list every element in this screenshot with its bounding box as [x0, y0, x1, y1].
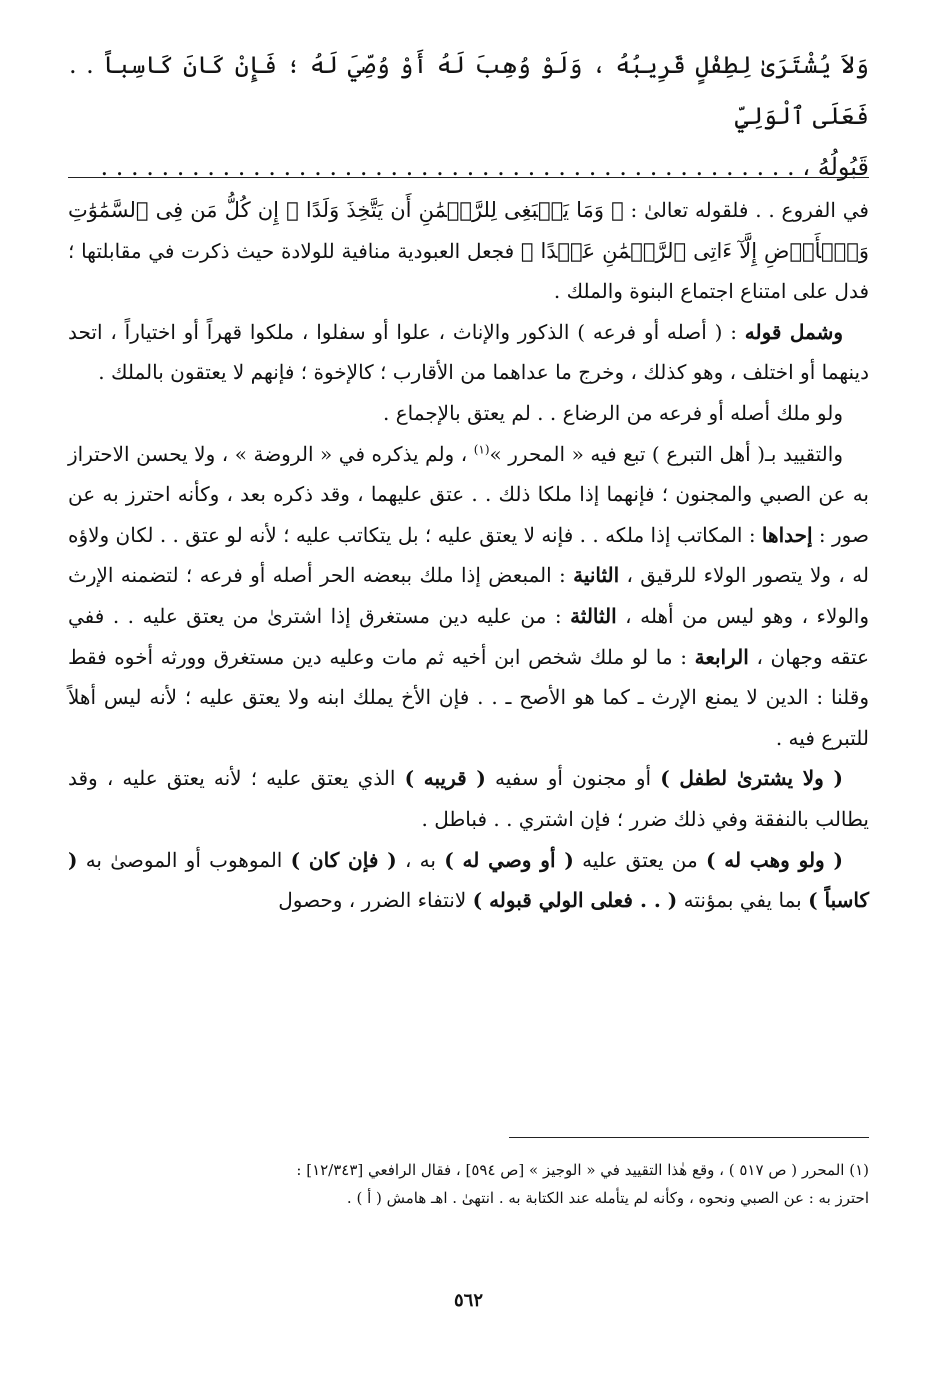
footnote-line-2: احترز به : عن الصبي ونحوه ، وكأنه لم يتأمله عند الكتابة به . انتهىٰ . اهـ هامش ( أ ) .: [346, 1189, 869, 1207]
matn-quote-7: ( . . فعلى الولي قبوله ): [472, 888, 678, 913]
sharh-p1-text-b: فجعل العبودية منافية للولادة حيث ذكرت في مقابلتها ؛ فدل على امتناع اجتماع البنوة والملك .: [68, 238, 869, 304]
sharh-p6-text-a: من يعتق عليه: [573, 847, 706, 872]
matn-line-2: [69, 142, 869, 193]
matn-separator-rule: [68, 177, 869, 178]
sharh-p6-text-e: لانتفاء الضرر ، وحصول: [278, 888, 473, 913]
matn-quote-6: ( كاسباً ): [68, 847, 869, 913]
sharh-text: [68, 190, 869, 921]
sharh-p2-text: : ( أصله أو فرعه ) الذكور والإناث ، علوا أو سفلوا ، ملكوا قهراً أو اختياراً ، اتحد دينهما أو اختلف ، وهو كذلك ، وخرج ما عداهما من الأقارب ؛ كالإخوة ؛ فإنهم لا يعتقون بالملك .: [68, 319, 869, 385]
sharh-p6-text-b: به ،: [396, 847, 445, 872]
sharh-p5-text-b: الذي يعتق عليه ؛ لأنه يعتق عليه ، وقد يطالب بالنفقة وفي ذلك ضرر ؛ فإن اشتري . . فباطل .: [68, 766, 869, 831]
sharh-paragraph-2: [68, 312, 869, 393]
page-number: ٥٦٢: [453, 1290, 483, 1311]
footnote-separator-rule: [509, 1137, 869, 1138]
heading-fourth: الرابعة: [694, 644, 749, 669]
sharh-p4-text-c: : المكاتب إذا ملكه . . فإنه لا يعتق عليه ؛ بل يتكاتب عليه ؛ لأنه لو عتق . . لكان ولاؤه له ، ولا يتصور الولاء للرقيق ،: [68, 522, 870, 588]
sharh-paragraph-6: [68, 840, 869, 921]
quran-verse: ﴿ وَمَا يَنۢبَغِى لِلرَّحۡمَٰنِ أَن يَتَّخِذَ وَلَدًا ۞ إِن كُلُّ مَن فِى ٱلسَّمَٰوَٰتِ وَٱلۡأَرۡضِ إِلَّآ ءَاتِى ٱلرَّحۡمَٰنِ عَبۡدًا ﴾: [68, 198, 869, 263]
footnote: [68, 1156, 869, 1212]
matn-quote-4: ( أو وصي له ): [444, 847, 574, 872]
matn-dots: . . . . . . . . . . . . . . . . . . . . . . . . . . . . . . . . . . . . . . . . . . . . . .: [100, 153, 795, 181]
footnote-reference[interactable]: (١): [473, 441, 490, 456]
heading-first: إحداها: [761, 522, 813, 547]
sharh-p4-text-d: : المبعض إذا ملك ببعضه الحر أصله أو فرعه ؛ لتضمنه الإرث والولاء ، وهو ليس من أهله ،: [68, 563, 869, 628]
sharh-paragraph-4: [68, 434, 869, 759]
sharh-p4-text-b: ، ولم يذكره في « الروضة » ، ولا يحسن الاحتراز به عن الصبي والمجنون ؛ فإنهما إذا ملكا ذلك . . عتق عليهما ، وقد ذكره بعد ، وكأنه احترز به عن صور :: [68, 441, 869, 547]
heading-third: الثالثة: [570, 603, 617, 628]
matn-quote-5: ( فإن كان ): [290, 847, 397, 872]
sharh-p4-text-e: : من عليه دين مستغرق إذا اشترىٰ من يعتق عليه . . ففي عتقه وجهان ،: [68, 603, 870, 669]
matn-quote-1: ( ولا يشترىٰ لطفل ): [660, 766, 843, 791]
sharh-paragraph-1: [68, 190, 869, 312]
matn-line-1: وَلاَ يُشْتَرَىٰ لِطِفْلٍ قَرِيبُهُ ، وَلَوْ وُهِبَ لَهُ أَوْ وُصِّيَ لَهُ ؛ فَإِنْ كَانَ كَاسِباً . . فَعَلَى ٱلْوَلِيِّ: [69, 51, 869, 130]
sharh-p6-text-d: بما يفي بمؤنته: [677, 888, 809, 913]
matn-quote-3: ( ولو وهب له ): [705, 847, 844, 872]
matn-quote-2: ( قريبه ): [404, 766, 486, 791]
sharh-p6-text-c: الموهوب أو الموصىٰ به: [77, 847, 291, 872]
sharh-p2-lead: وشمل قوله: [744, 319, 843, 344]
matn-text: [69, 40, 869, 193]
sharh-paragraph-5: [68, 758, 869, 839]
sharh-p5-text-a: أو مجنون أو سفيه: [485, 766, 661, 791]
sharh-paragraph-3: ولو ملك أصله أو فرعه من الرضاع . . لم يعتق بالإجماع .: [383, 400, 843, 425]
heading-second: الثانية: [573, 563, 620, 588]
sharh-p4-text-f: : ما لو ملك شخص ابن أخيه ثم مات وعليه دين مستغرق وورثه أخوه فقط وقلنا : الدين لا يمنع الإرث ـ كما هو الأصح ـ . . فإن الأخ يملك ابنه ولا يعتق عليه ؛ لأنه ليس أهلاً للتبرع فيه .: [68, 644, 869, 750]
sharh-p1-text-a: في الفروع . . فلقوله تعالىٰ :: [623, 198, 869, 222]
sharh-p4-text-a: والتقييد بـ( أهل التبرع ) تبع فيه « المحرر »: [489, 441, 843, 466]
matn-line-2-word: قَبُولُهُ ،: [802, 153, 869, 181]
footnote-line-1: (١) المحرر ( ص ٥١٧ ) ، وقع هٰذا التقييد في « الوجيز » [ص ٥٩٤] ، فقال الرافعي [١٢/٣٤٣] :: [296, 1161, 869, 1179]
